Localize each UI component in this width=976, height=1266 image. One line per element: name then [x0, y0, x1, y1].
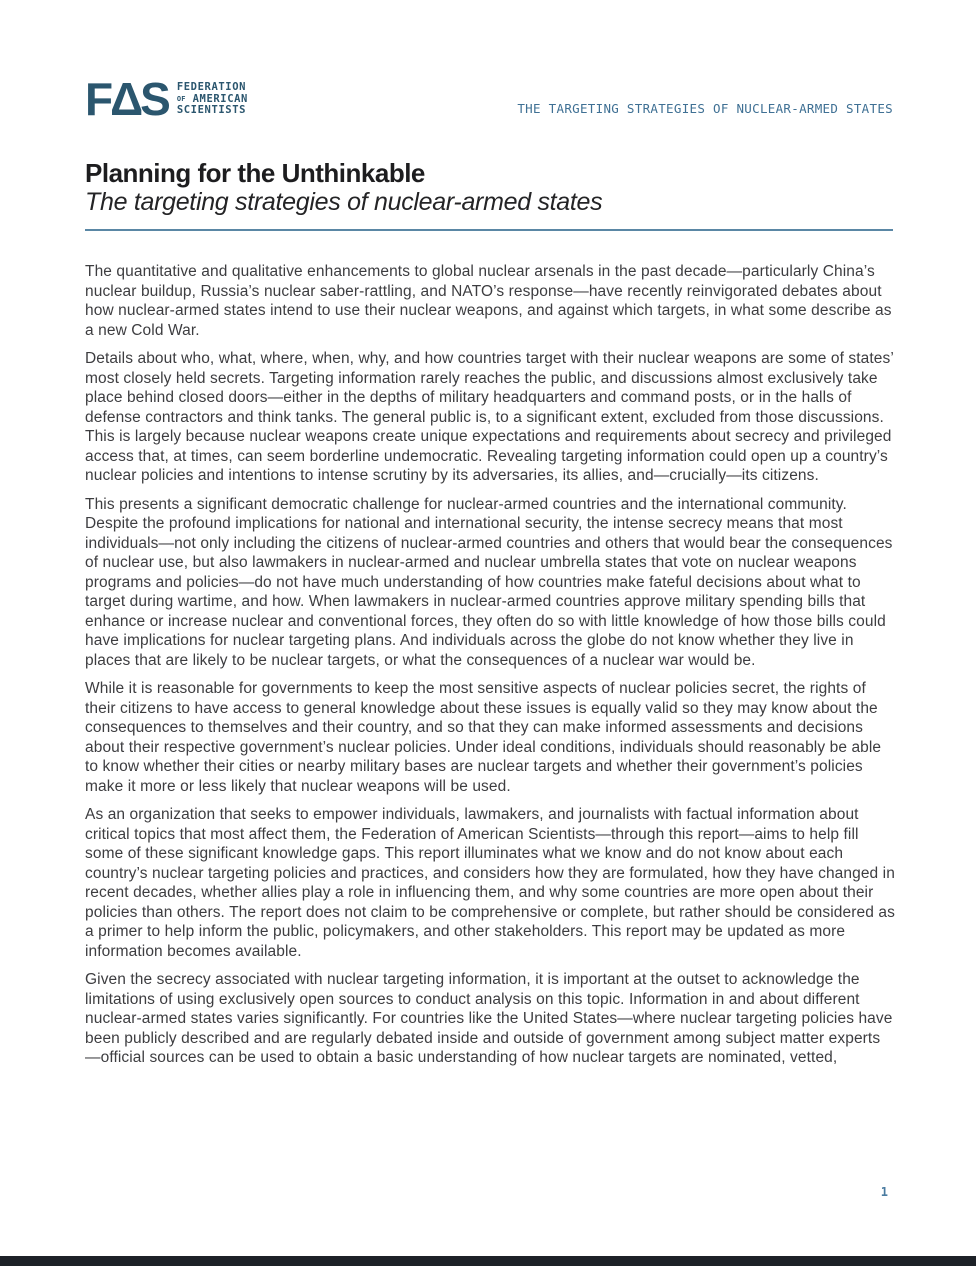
- fas-logo-mark: FΔS: [85, 73, 168, 125]
- paragraph-1: The quantitative and qualitative enhancements to global nuclear arsenals in the past decade—particularly China’s nuclear buildup, Russia’s nuclear saber-rattling, and NATO’s response—have recently reinvigorated debates about how nuclear-armed states intend to use their nuclear weapons, and against which targets, in what some describe as a new Cold War.: [85, 263, 892, 339]
- fas-logo-wordmark: [177, 82, 248, 118]
- page-subtitle: The targeting strategies of nuclear-armed states: [85, 188, 603, 216]
- paragraph-6: Given the secrecy associated with nuclear targeting information, it is important at the outset to acknowledge the limitations of using exclusively open sources to conduct analysis on this topic. Information in and about different nuclear-armed states varies significantly. For countries like the United States—where nuclear targeting policies have been publicly described and are regularly debated inside and outside of government among subject matter experts—official sources can be used to obtain a basic understanding of how nuclear targets are nominated, vetted,: [85, 971, 893, 1066]
- fas-logo-line3: SCIENTISTS: [176, 104, 247, 116]
- paragraph-5: As an organization that seeks to empower individuals, lawmakers, and journalists with factual information about critical topics that most affect them, the Federation of American Scientists—through this report—aims to help fill some of these significant knowledge gaps. This report illuminates what we know and do not know about each country’s nuclear targeting policies and practices, and considers how they are formulated, how they have changed in recent decades, whether allies play a role in influencing them, and why some countries are more open about their policies than others. The report does not claim to be comprehensive or complete, but rather should be considered as a primer to help inform the public, policymakers, and other stakeholders. This report may be updated as more information becomes available.: [85, 806, 895, 960]
- title-block: [85, 159, 893, 231]
- paragraph-4: While it is reasonable for governments to keep the most sensitive aspects of nuclear policies secret, the rights of their citizens to have access to general knowledge about these issues is equally valid so they may know about the consequences to themselves and their country, and so that they can make informed assessments and decisions about their respective government’s nuclear policies. Under ideal conditions, individuals should reasonably be able to know whether their cities or nearby military bases are nuclear targets and whether their government’s policies make it more or less likely that nuclear weapons will be used.: [85, 680, 882, 795]
- paragraph-3: This presents a significant democratic challenge for nuclear-armed countries and the international community. Despite the profound implications for national and international security, the intense secrecy means that most individuals—not only including the citizens of nuclear-armed countries and others that would bear the consequences of nuclear use, but also lawmakers in nuclear-armed and nuclear umbrella states that vote on nuclear weapons programs and policies—do not have much understanding of how countries make fateful decisions about what to target during wartime, and how. When lawmakers in nuclear-armed countries approve military spending bills that enhance or increase nuclear and conventional forces, they often do so with little knowledge of how those bills could have implications for nuclear targeting plans. And individuals across the globe do not know whether they live in places that are likely to be nuclear targets, or what the consequences of a nuclear war would be.: [85, 495, 893, 669]
- paragraph-2: Details about who, what, where, when, why, and how countries target with their nuclear weapons are some of states’ most closely held secrets. Targeting information rarely reaches the public, and discussions almost exclusively take place behind closed doors—either in the depths of military headquarters and command posts, or in the halls of defense contractors and think tanks. The general public is, to a significant extent, excluded from those discussions. This is largely because nuclear weapons create unique expectations and requirements about secrecy and privileged access that, at times, can seem borderline undemocratic. Revealing targeting information could open up a country’s nuclear policies and intentions to intense scrutiny by its adversaries, its allies, and—crucially—its citizens.: [85, 350, 894, 484]
- page-number: 1: [880, 1185, 888, 1199]
- masthead: [85, 73, 893, 125]
- page-title: Planning for the Unthinkable: [85, 158, 425, 188]
- body-text: [85, 262, 895, 1077]
- fas-logo-american: AMERICAN: [192, 92, 248, 105]
- running-header: THE TARGETING STRATEGIES OF NUCLEAR-ARMED STATES: [517, 101, 893, 116]
- fas-logo-of: OF: [176, 94, 186, 103]
- fas-logo-line1: FEDERATION: [176, 81, 247, 93]
- fas-logo: [85, 73, 248, 125]
- footer-bar: [0, 1256, 976, 1266]
- title-rule: [85, 229, 893, 231]
